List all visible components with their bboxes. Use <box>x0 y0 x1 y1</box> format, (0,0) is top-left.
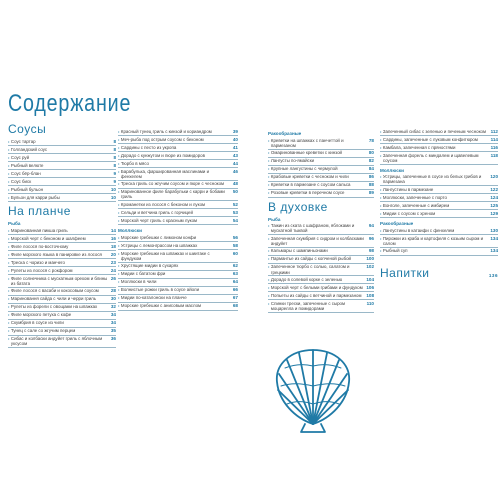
bullet-icon: • <box>268 174 270 180</box>
page-number: 82 <box>368 158 374 164</box>
bullet-icon: • <box>268 264 270 270</box>
bullet-icon: • <box>380 174 382 180</box>
bullet-icon: • <box>118 271 120 277</box>
toc-entry[interactable] <box>268 264 374 277</box>
page-number: 129 <box>490 210 498 216</box>
toc-entry[interactable] <box>380 144 498 152</box>
page-number: 8 <box>113 154 116 160</box>
toc-entry[interactable] <box>268 256 374 264</box>
toc-entry[interactable] <box>8 154 116 162</box>
toc-entry-title: Розовые креветки в перечном соусе <box>270 190 345 196</box>
bullet-icon: • <box>8 186 10 192</box>
toc-entry-title: Запеченная скумбрия с сидром и колбасками андуйет <box>270 235 364 246</box>
page-number: 26 <box>110 275 116 281</box>
toc-entry[interactable] <box>118 209 238 217</box>
bullet-icon: • <box>118 189 120 195</box>
toc-entry-title: Кальмары с шампиньонами <box>270 248 328 254</box>
bullet-icon: • <box>8 267 10 273</box>
toc-entry-title: Лангустины в пармезане <box>382 186 434 192</box>
toc-entry-title: Устрицы с лемонграссом на шпажках <box>120 242 198 248</box>
bullet-icon: • <box>118 209 120 215</box>
page-number: 54 <box>232 217 238 223</box>
bullet-icon: • <box>8 227 10 233</box>
toc-entry-title: Дорадо с кунжутом и пюре из помидоров <box>120 152 205 158</box>
bullet-icon: • <box>268 150 270 156</box>
toc-column-3 <box>268 128 374 313</box>
toc-entry[interactable] <box>268 223 374 236</box>
toc-entry-title: Бульон для карри рыбы <box>10 194 60 200</box>
page-number: 125 <box>490 202 498 208</box>
bullet-icon: • <box>380 128 382 134</box>
toc-entry[interactable] <box>8 243 116 251</box>
bullet-icon: • <box>8 259 10 265</box>
bullet-icon: • <box>268 284 270 290</box>
bullet-icon: • <box>118 279 120 285</box>
page-number: 56 <box>232 234 238 240</box>
page-number: 18 <box>110 243 116 249</box>
bullet-icon: • <box>8 312 10 318</box>
toc-entry[interactable] <box>268 248 374 256</box>
bullet-icon: • <box>118 160 120 166</box>
page-number: 16 <box>110 235 116 241</box>
page-number: 36 <box>110 336 116 342</box>
page-number: 28 <box>110 288 116 294</box>
page-number: 80 <box>368 150 374 156</box>
bullet-icon: • <box>380 186 382 192</box>
toc-entry[interactable] <box>268 137 374 150</box>
bullet-icon: • <box>268 158 270 164</box>
page-number: 67 <box>232 295 238 301</box>
bullet-icon: • <box>118 242 120 248</box>
toc-entry-title: Камбала, запеченная с пряностями <box>382 144 456 150</box>
toc-entry-title: Тунец с сале со жгучим перцем <box>10 328 76 334</box>
toc-entry[interactable] <box>268 190 374 198</box>
toc-entry[interactable] <box>8 146 116 154</box>
group-heading: Моллюски <box>380 167 404 173</box>
page-number: 60 <box>232 250 238 256</box>
toc-entry[interactable] <box>8 328 116 336</box>
bullet-icon: • <box>118 136 120 142</box>
section-title: Соусы <box>8 122 47 136</box>
toc-entry[interactable] <box>8 259 116 267</box>
toc-entry-title: Запеченный сибас с зеленью и печеным чесноком <box>382 128 487 134</box>
page-number: 50 <box>232 189 238 195</box>
toc-entry[interactable] <box>118 303 238 311</box>
page-number: 110 <box>366 300 374 306</box>
toc-entry[interactable] <box>118 234 238 242</box>
toc-entry[interactable] <box>380 194 498 202</box>
bullet-icon: • <box>268 190 270 196</box>
page-number: 10 <box>110 186 116 192</box>
page-number: 39 <box>232 128 238 134</box>
toc-entry[interactable] <box>8 312 116 320</box>
page-number: 122 <box>490 186 498 192</box>
toc-entry-title: Морской черт с белыми грибами и фундуком <box>270 284 363 290</box>
seashell-icon <box>265 338 361 434</box>
bullet-icon: • <box>118 168 120 174</box>
bullet-icon: • <box>380 235 382 241</box>
toc-entry[interactable] <box>8 304 116 312</box>
page-number: 8 <box>113 162 116 168</box>
bullet-icon: • <box>380 248 382 254</box>
page-number: 23 <box>110 259 116 265</box>
bullet-icon: • <box>118 144 120 150</box>
toc-entry-title: Запеченное тюрбо с солью, салатом и грецкими <box>270 264 350 275</box>
bullet-icon: • <box>8 296 10 302</box>
toc-entry-title: Скумбрия в соусе из чили <box>10 320 64 326</box>
toc-entry[interactable] <box>268 276 374 284</box>
bullet-icon: • <box>8 304 10 310</box>
bullet-icon: • <box>8 288 10 294</box>
toc-entry[interactable] <box>8 186 116 194</box>
page-number: 88 <box>368 182 374 188</box>
toc-entry-title: Моллюски в чили <box>120 279 157 285</box>
bullet-icon: • <box>8 170 10 176</box>
bullet-icon: • <box>118 152 120 158</box>
bullet-icon: • <box>268 300 270 306</box>
group-heading: Рыба <box>8 221 21 226</box>
bullet-icon: • <box>118 250 120 256</box>
page-number: 14 <box>110 227 116 233</box>
toc-entry[interactable] <box>380 248 498 256</box>
section-title: На планче <box>8 204 71 218</box>
toc-column-1 <box>8 120 116 348</box>
page-number: 96 <box>368 235 374 241</box>
toc-entry[interactable] <box>380 152 498 165</box>
toc-entry-title: Треска с чоризо и манчего <box>10 259 65 265</box>
page-number: 100 <box>366 256 374 262</box>
page-number: 10 <box>110 194 116 200</box>
toc-entry[interactable] <box>8 336 116 349</box>
page-number: 9 <box>113 170 116 176</box>
bullet-icon: • <box>8 320 10 326</box>
group-heading: Рыба <box>268 216 281 222</box>
toc-entry[interactable] <box>8 138 116 146</box>
toc-entry-title: Тажин из ската с шафраном, яблоками и мускатной тыквой <box>270 223 355 234</box>
toc-entry-title: Рыбный велюте <box>10 162 44 168</box>
toc-entry[interactable] <box>380 174 498 187</box>
bullet-icon: • <box>118 201 120 207</box>
toc-entry[interactable] <box>118 271 238 279</box>
toc-entry[interactable] <box>118 144 238 152</box>
toc-entry-title: Моллюски, запеченные с порто <box>382 194 447 200</box>
bullet-icon: • <box>118 234 120 240</box>
toc-entry[interactable] <box>8 320 116 328</box>
toc-entry[interactable] <box>118 168 238 181</box>
toc-entry-title: Сельди и ветчина гриль с горчицей <box>120 209 193 215</box>
toc-entry-title: Лангустины в катаифи с фенхелем <box>382 227 455 233</box>
toc-entry-title: Маринованное филе барабульки с карри и бобами гриль <box>120 189 225 200</box>
bullet-icon: • <box>8 194 10 200</box>
bullet-icon: • <box>268 276 270 282</box>
bullet-icon: • <box>118 303 120 309</box>
toc-entry-title: Барабулька, фаршированная маслинами и фенхелем <box>120 168 210 179</box>
toc-entry-title: Морской черт с беконом и шалфеем <box>10 235 86 241</box>
toc-entry[interactable] <box>8 194 116 202</box>
toc-entry-title: Филе морского языка в панировке из лосося <box>10 251 102 257</box>
toc-entry[interactable] <box>380 186 498 194</box>
bullet-icon: • <box>268 256 270 262</box>
toc-entry[interactable] <box>8 162 116 170</box>
bullet-icon: • <box>118 295 120 301</box>
toc-column-2 <box>118 128 238 311</box>
toc-entry-title: Креветки на шпажках с панчеттой и пармезаном <box>270 137 344 148</box>
toc-entry-title: Лангусты по-ямайски <box>270 158 315 164</box>
toc-entry-title: Спинки трески, запеченные с сыром моцарелла и помидорами <box>270 300 346 312</box>
toc-entry[interactable] <box>380 210 498 218</box>
toc-entry[interactable] <box>118 287 238 295</box>
page-number: 134 <box>490 235 498 241</box>
group-heading: Ракообразные <box>380 221 414 227</box>
bullet-icon: • <box>118 128 120 134</box>
toc-entry-title: Морские гребешки с анисовым маслом <box>120 303 202 309</box>
page-number: 41 <box>232 144 238 150</box>
toc-entry-title: Мидии с соусом с хреном <box>382 210 436 216</box>
page-number: 112 <box>490 128 498 134</box>
page-number: 40 <box>232 136 238 142</box>
bullet-icon: • <box>380 152 382 158</box>
page-number: 8 <box>113 146 116 152</box>
toc-entry[interactable] <box>8 267 116 275</box>
page-number: 98 <box>368 248 374 254</box>
bullet-icon: • <box>118 181 120 187</box>
bullet-icon: • <box>268 235 270 241</box>
group-heading: Ракообразные <box>268 131 302 136</box>
toc-entry-title: Голландский соус <box>10 146 48 152</box>
toc-entry[interactable] <box>268 150 374 158</box>
toc-entry[interactable] <box>118 250 238 263</box>
toc-entry-title: Крупные лангустины с чермулой <box>270 166 338 172</box>
toc-entry-title: Омаринованные креветки с кинзой <box>270 150 342 156</box>
toc-entry[interactable] <box>118 263 238 271</box>
bullet-icon: • <box>268 292 270 298</box>
page-number: 120 <box>490 174 498 180</box>
toc-entry[interactable] <box>118 152 238 160</box>
page-number: 64 <box>232 279 238 285</box>
bullet-icon: • <box>380 227 382 233</box>
bullet-icon: • <box>268 137 270 143</box>
toc-entry-title: Кроманетки из лосося с беконом и луком <box>120 201 206 207</box>
toc-entry[interactable] <box>118 201 238 209</box>
page-number: 84 <box>368 166 374 172</box>
toc-column-4 <box>380 128 498 282</box>
page-number: 24 <box>110 267 116 273</box>
page-number: 34 <box>110 312 116 318</box>
bullet-icon: • <box>8 251 10 257</box>
page-number: 32 <box>110 304 116 310</box>
page-number: 9 <box>113 178 116 184</box>
bullet-icon: • <box>8 146 10 152</box>
page-number: 78 <box>368 137 374 143</box>
toc-entry[interactable] <box>268 300 374 313</box>
toc-entry[interactable] <box>8 288 116 296</box>
toc-entry-title: Соус тартар <box>10 138 36 144</box>
bullet-icon: • <box>8 243 10 249</box>
toc-entry-title: Соус руй <box>10 154 30 160</box>
toc-entry[interactable] <box>268 182 374 190</box>
toc-entry-title: Меч-рыба под острым соусом с беконом <box>120 136 204 142</box>
toc-entry[interactable] <box>268 235 374 248</box>
section-title <box>380 266 498 280</box>
toc-entry-title: Сибас и колбаски андуйет гриль с яблочным уксусом <box>10 336 103 347</box>
toc-entry-title: Маринованная пикша гриль <box>10 227 68 233</box>
toc-entry-title: Крабовые креветки с чесноком и чили <box>270 174 349 180</box>
toc-entry-title: Рулеты из форели с овощами на шпажках <box>10 304 98 310</box>
toc-entry-title: Вонголе, запеченные с имбирем <box>382 202 450 208</box>
page-number: 43 <box>232 152 238 158</box>
page-number: 89 <box>368 190 374 196</box>
toc-entry[interactable] <box>268 292 374 300</box>
page-number: 35 <box>110 328 116 334</box>
toc-entry-title: Мидии с бататом фри <box>120 271 166 277</box>
page-number: 46 <box>232 168 238 174</box>
toc-entry-title: Филе морского петуха с кофе <box>10 312 72 318</box>
toc-entry[interactable] <box>118 242 238 250</box>
page-number: 114 <box>490 136 498 142</box>
toc-entry-title: Морские гребешки с лимоном конфи <box>120 234 197 240</box>
page-number: 63 <box>232 271 238 277</box>
bullet-icon: • <box>8 138 10 144</box>
page-number: 94 <box>368 223 374 229</box>
toc-entry-title: Запеченная форель с миндалем и щавелевым соусом <box>382 152 479 163</box>
bullet-icon: • <box>268 182 270 188</box>
bullet-icon: • <box>118 217 120 223</box>
page-number: 8 <box>113 138 116 144</box>
toc-entry-title: Треска гриль со жгучим соусом и пюре с чесноком <box>120 181 225 187</box>
group-heading: Моллюски <box>118 228 142 234</box>
toc-entry-title: Морской черт гриль с красным луком <box>120 217 198 223</box>
toc-entry-title: Сардины, запеченные с луковым конфитюром <box>382 136 478 142</box>
page-number: 86 <box>368 174 374 180</box>
bullet-icon: • <box>380 136 382 142</box>
toc-entry-title: Красный тунец гриль с кинзой и кориандром <box>120 128 212 134</box>
page-number: 104 <box>366 276 374 282</box>
toc-entry[interactable] <box>118 295 238 303</box>
bullet-icon: • <box>8 275 10 281</box>
page-number: 53 <box>232 209 238 215</box>
toc-entry[interactable] <box>8 235 116 243</box>
toc-entry-title: Сардины с песто из укропа <box>120 144 177 150</box>
page-number: 30 <box>110 296 116 302</box>
bullet-icon: • <box>380 194 382 200</box>
page-title: Содержание <box>8 90 132 117</box>
toc-entry[interactable] <box>8 170 116 178</box>
toc-entry-title: Дорадо в солевой корке с зеленью <box>270 276 343 282</box>
toc-entry[interactable] <box>8 275 116 288</box>
toc-entry-title: Креветки в пармезане с соусом сальса <box>270 182 351 188</box>
page-number: 44 <box>232 160 238 166</box>
toc-entry-title: Соус биск <box>10 178 32 184</box>
toc-entry-title: Соус бёр-блан <box>10 170 41 176</box>
toc-entry-title: Устрицы, запеченные в соусе из белых грибов и пармезана <box>382 174 482 185</box>
toc-entry[interactable] <box>118 136 238 144</box>
toc-entry[interactable] <box>118 189 238 202</box>
page-number: 106 <box>366 284 374 290</box>
toc-entry-title: Рыбный бульон <box>10 186 43 192</box>
toc-entry-title: Пармантье из сайды с копченой рыбой <box>270 256 351 262</box>
page-number: 62 <box>232 263 238 269</box>
toc-entry[interactable] <box>8 178 116 186</box>
page-number: 134 <box>490 248 498 254</box>
page-number: 52 <box>232 201 238 207</box>
toc-entry[interactable] <box>380 235 498 248</box>
page-number: 66 <box>232 287 238 293</box>
toc-entry-title: Мидии по-каталонски на планче <box>120 295 187 301</box>
toc-entry[interactable] <box>268 174 374 182</box>
bullet-icon: • <box>380 202 382 208</box>
toc-entry-title: Волнистые рожки гриль в соусе айоли <box>120 287 200 293</box>
page-number: 58 <box>232 242 238 248</box>
bullet-icon: • <box>8 178 10 184</box>
page-number: 108 <box>366 292 374 298</box>
bullet-icon: • <box>268 166 270 172</box>
section-title-text: Напитки <box>380 265 430 280</box>
bullet-icon: • <box>8 336 10 342</box>
page-number: 116 <box>490 144 498 150</box>
toc-entry-title: Тюрбо в мясо <box>120 160 149 166</box>
toc-entry[interactable] <box>8 251 116 259</box>
page-number: 20 <box>110 251 116 257</box>
toc-entry-title: Филе лосося по-восточному <box>10 243 69 249</box>
toc-entry[interactable] <box>8 296 116 304</box>
toc-entry-title: Мариновання сайда с чили и черри гриль <box>10 296 96 302</box>
page-number: 68 <box>232 303 238 309</box>
bullet-icon: • <box>118 287 120 293</box>
bullet-icon: • <box>268 223 270 229</box>
toc-entry-title: Морские гребешки на шпажках и шиитаке с фундуком <box>120 250 210 261</box>
bullet-icon: • <box>8 154 10 160</box>
section-title: В духовке <box>268 199 328 214</box>
toc-entry[interactable] <box>118 160 238 168</box>
toc-entry[interactable] <box>8 227 116 235</box>
page-number: 130 <box>490 227 498 233</box>
toc-entry[interactable] <box>268 284 374 292</box>
toc-entry[interactable] <box>118 181 238 189</box>
toc-entry-title: Рыбный суп <box>382 248 408 254</box>
page-number: 102 <box>366 264 374 270</box>
toc-entry-title: Хрустящие мидии в сухарях <box>120 263 179 269</box>
toc-entry[interactable] <box>118 128 238 136</box>
toc-entry[interactable] <box>118 217 238 225</box>
page-number: 34 <box>110 320 116 326</box>
bullet-icon: • <box>8 328 10 334</box>
toc-entry[interactable] <box>380 136 498 144</box>
toc-entry-title: Рулеты из лосося с рокфором <box>10 267 73 273</box>
toc-entry[interactable] <box>380 227 498 235</box>
toc-entry-title: Пирожки из краба и картофеля с козьим сыром и салом <box>382 235 484 246</box>
bullet-icon: • <box>8 162 10 168</box>
page-number: 48 <box>232 181 238 187</box>
toc-entry-title: Филе солнечника с мускатным орехом и блины из батата <box>10 275 108 286</box>
toc-entry-title: Попьеты из сайды с ветчиной и пармезаном <box>270 292 362 298</box>
toc-entry[interactable] <box>380 128 498 136</box>
toc-entry[interactable] <box>268 166 374 174</box>
toc-entry[interactable] <box>268 158 374 166</box>
bullet-icon: • <box>8 235 10 241</box>
page-number[interactable]: 136 <box>488 272 498 278</box>
toc-entry[interactable] <box>380 202 498 210</box>
page-number: 124 <box>490 194 498 200</box>
bullet-icon: • <box>118 263 120 269</box>
toc-entry-title: Филе лосося с васаби и кокосовым соусом <box>10 288 99 294</box>
bullet-icon: • <box>268 248 270 254</box>
bullet-icon: • <box>380 210 382 216</box>
bullet-icon: • <box>380 144 382 150</box>
toc-entry[interactable] <box>118 279 238 287</box>
page-number: 118 <box>490 152 498 158</box>
